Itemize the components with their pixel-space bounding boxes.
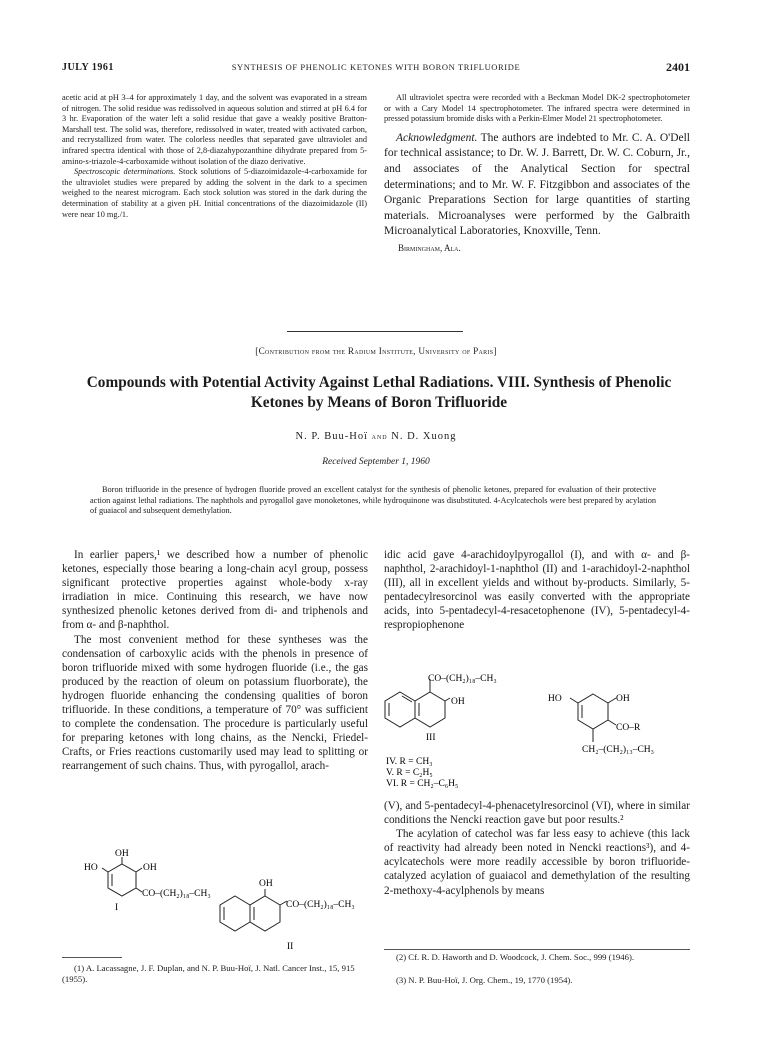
structure-I-ring [102,857,142,896]
r-group-vi: VI. R = CH₂–C₆H₅ [386,779,459,789]
body-paragraph-2: The most convenient method for these syntheses was the condensation of carboxylic acids with the phenols in presence of boron trifluoride mixed with some hydrogen fluoride (i.e., the gas produced by the reaction of oleum on potassium fluorborate), the hydrogen fluoride enhancing the condensing qualities of boron trifluoride. In these conditions, a temperature of 70° was sufficient to complete the condensation. The procedure is particularly useful for preparing ketones with long chains, as the Nencki, Friedel-Crafts, or Fries reactions customarily used may lead to splitting or rearrangement of such chains. Thus, with pyrogallol, arach- [62,633,368,773]
spectroscopic-paragraph [62,167,367,220]
r-group-v: V. R = C₂H₅ [386,768,433,778]
r-group-iv: IV. R = CH₃ [386,757,433,767]
structure-II-oh: OH [259,879,273,889]
acknowledgment-heading: Acknowledgment. [396,131,478,144]
acknowledgment-paragraph [384,131,690,240]
body-paragraph-3: idic acid gave 4-arachidoylpyrogallol (I), and with α- and β-naphthol, 2-arachidoyl-1-naphthol (II) and 1-arachidoyl-2-naphthol (III), all in excellent yields and without by-products. Similarly, 5-pentadecylresorcinol was easily converted with the appropriate acids, into 5-pentadecyl-4-resacetophenone (IV), 5-pentadecyl-4-respropiophenone [384,549,690,632]
body-paragraph-1: In earlier papers,¹ we described how a number of phenolic ketones, especially those bearing a long-chain acyl group, possess significant protective properties against whole-body x-ray irradiation in mice. Continuing this research, we have now synthesized phenolic ketones derived from di- and triphenols and from α- and β-naphthol. [62,549,368,632]
running-header [62,60,690,76]
structure-II-label: II [287,942,294,951]
footnote-rule-left [62,957,122,958]
body-right-column-bottom [384,799,690,898]
received-date: Received September 1, 1960 [322,457,430,467]
author-2: N. D. Xuong [391,431,457,442]
spectra-paragraph: All ultraviolet spectra were recorded with a Beckman Model DK-2 spectrophotometer or with a Cary Model 14 spectrophotometer. The infrared spectra were determined in pressed potassium bromide disks with a Perkin-Elmer Model 21 spectrophotometer. [384,93,690,124]
header-date: JULY 1961 [62,62,114,73]
article-separator [287,331,463,332]
structure-I-chain: CO–(CH₂)₁₈–CH₃ [142,889,211,899]
structure-I-oh: OH [143,863,157,873]
structure-II-rings [220,889,287,931]
prev-article-right-column [384,93,690,253]
structure-III-rings [385,679,450,727]
header-title: SYNTHESIS OF PHENOLIC KETONES WITH BORON TRIFLUORIDE [231,62,521,72]
structure-III-label: III [426,733,436,743]
spectroscopic-heading: Spectroscopic determinations. [74,167,176,177]
author-1: N. P. Buu-Hoï [295,431,368,442]
page-number: 2401 [666,60,690,74]
structure-IV-oh: OH [616,694,630,704]
contribution-line: [Contribution from the Radium Institute, University of Paris] [255,346,497,356]
acknowledgment-text: The authors are indebted to Mr. C. A. O'Dell for technical assistance; to Dr. W. J. Barrett, Dr. W. C. Coburn, Jr., and associates of the Analytical Section for spectral determinations; and to Mr. W. F. Fitzgibbon and associates of the Organic Preparations Section for large quantities of starting materials. Microanalyses were performed by the Galbraith Microanalytical Laboratories, Knoxville, Tenn. [384,131,690,238]
structures-III-IV [384,672,694,794]
structure-II-chain: CO–(CH₂)₁₈–CH₃ [286,900,355,910]
structure-IV-ring [570,694,616,742]
place-line: Birmingham, Ala. [398,242,461,253]
footnote-2: (2) Cf. R. D. Haworth and D. Woodcock, J. Chem. Soc., 999 (1946). [396,952,635,962]
article-title: Compounds with Potential Activity Against Lethal Radiations. VIII. Synthesis of Phenolic Ketones by Means of Boron Trifluoride [86,374,672,411]
structure-III-oh: OH [451,697,465,707]
structure-III-chain: CO–(CH₂)₁₈–CH₃ [428,674,497,684]
prev-article-paragraph: acetic acid at pH 3–4 for approximately 1 day, and the solvent was evaporated in a stream of nitrogen. The solid residue was redissolved in aqueous solution and stirred at pH 6.4 for 3 hr. Evaporation of the water left a solid residue that gave a weakly positive Bratton-Marshall test. The solid was, therefore, redissolved in water, treated with activated carbon, and recrystallized from water. The colorless needles that separated gave ultraviolet and infrared spectra identical with those of 2,8-diazahypozanthine dihydrate prepared from 5-amino-s-triazole-4-carboxamide without isolation of the diazo derivative. [62,93,367,166]
authors-and: and [371,431,388,441]
footnote-1: (1) A. Lacassagne, J. F. Duplan, and N. P. Buu-Hoï, J. Natl. Cancer Inst., 15, 915 (1955). [62,963,355,984]
spectroscopic-text: Stock solutions of 5-diazoimidazole-4-carboxamide for the ultraviolet studies were prepared by adding the solvent in the dark to a specimen weighed to the nearest microgram. Each stock solution was stored in the dark during the determination of stability at a given pH. Initial concentrations of the diazoimidazole (II) were near 10 mg./1. [62,167,367,219]
footnote-rule-right [384,949,690,950]
body-right-column-top [384,548,690,633]
structure-IV-chain: CH₂–(CH₂)₁₃–CH₃ [582,745,654,755]
body-left-column [62,548,368,774]
footnote-3: (3) N. P. Buu-Hoï, J. Org. Chem., 19, 1770 (1954). [396,975,573,985]
structure-IV-ho: HO [548,694,562,704]
authors [62,431,690,442]
structures-I-II [62,849,372,951]
prev-article-left-column [62,93,367,220]
structure-I-ho: HO [84,863,98,873]
abstract: Boron trifluoride in the presence of hydrogen fluoride proved an excellent catalyst for the synthesis of phenolic ketones, prepared for evaluation of their protective action against lethal radiations. The naphthols and pyrogallol gave monoketones, while hydroquinone was disubstituted. 4-Acylcatechols were best prepared by acylation of guaiacol and subsequent demethylation. [90,485,656,516]
structure-I-oh-top: OH [115,849,129,859]
structure-I-label: I [115,903,119,913]
structure-IV-cor: CO–R [616,723,641,733]
body-paragraph-5: The acylation of catechol was far less easy to achieve (this lack of reactivity had already been noted in Nencki reactions³), and 4-acylcatechols were more readily accessible by boron trifluoride-catalyzed acylation of guaiacol and demethylation of the resulting 2-methoxy-4-acylphenols by means [384,828,690,897]
body-paragraph-4: (V), and 5-pentadecyl-4-phenacetylresorcinol (VI), where in similar conditions the Nencki reaction gave but poor results.² [384,800,690,827]
